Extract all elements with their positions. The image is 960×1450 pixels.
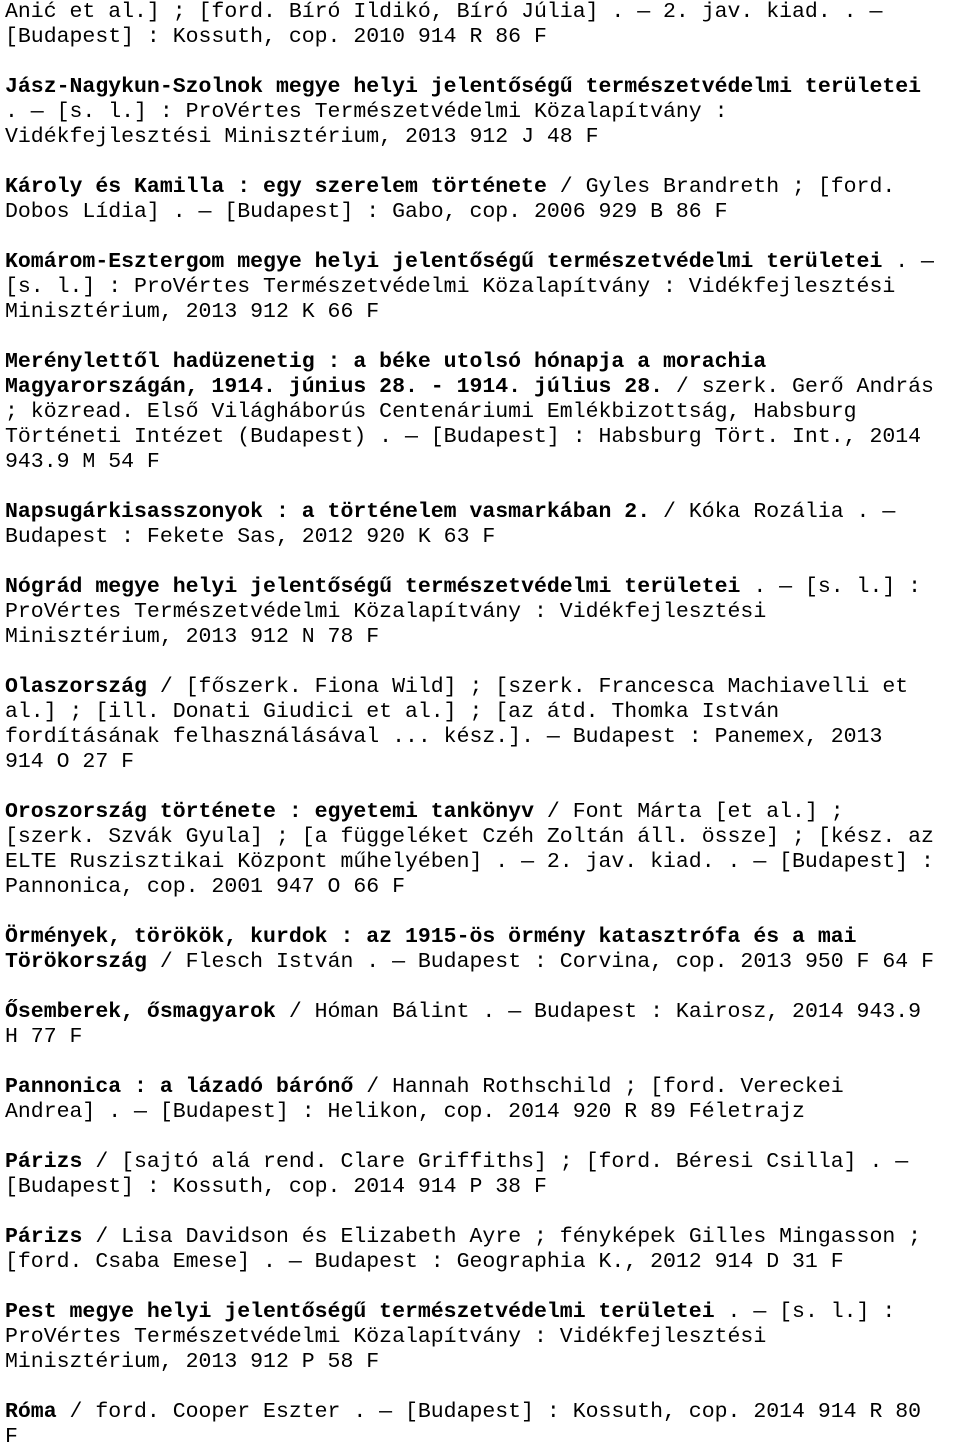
entry-details: / Flesch István . — Budapest : Corvina, cop. 2013 950 F 64 F xyxy=(146,950,934,974)
entry-line xyxy=(5,375,960,400)
entry-details: [ford. Csaba Emese] . — Budapest : Geographia K., 2012 914 D 31 F xyxy=(5,1250,844,1274)
entry-separator xyxy=(5,1375,960,1400)
entry-details: / szerk. Gerő András xyxy=(663,375,934,399)
entry-line xyxy=(5,1250,960,1275)
entry-line xyxy=(5,1175,960,1200)
entry-line xyxy=(5,575,960,600)
entry-line xyxy=(5,925,960,950)
entry-title: Magyarországán, 1914. június 28. - 1914. július 28. xyxy=(5,375,664,399)
entry-roma xyxy=(5,1400,960,1450)
entry-details: / Gyles Brandreth ; [ford. xyxy=(546,175,896,199)
entry-line xyxy=(5,1325,960,1350)
entry-title: Oroszország története : egyetemi tankönyv xyxy=(5,800,534,824)
entry-separator xyxy=(5,225,960,250)
entry-line xyxy=(5,0,960,25)
entry-separator xyxy=(5,1275,960,1300)
entry-pannonica xyxy=(5,1075,960,1125)
entry-title: Örmények, törökök, kurdok : az 1915-ös örmény katasztrófa és a mai xyxy=(5,925,857,949)
entry-title: Törökország xyxy=(5,950,147,974)
entry-details: . — [s. l.] : xyxy=(714,1300,896,1324)
entry-line xyxy=(5,1425,960,1450)
entry-details: . — xyxy=(882,250,934,274)
entry-details: / Font Márta [et al.] ; xyxy=(534,800,844,824)
entry-separator xyxy=(5,1050,960,1075)
entry-napsugarkisasszonyok xyxy=(5,500,960,550)
entry-separator xyxy=(5,550,960,575)
entry-details: Minisztérium, 2013 912 N 78 F xyxy=(5,625,380,649)
entry-separator xyxy=(5,475,960,500)
entry-details: . — [s. l.] : xyxy=(740,575,922,599)
entry-parizs-griffiths xyxy=(5,1150,960,1200)
entry-separator xyxy=(5,975,960,1000)
entry-separator xyxy=(5,50,960,75)
entry-details: . — [s. l.] : ProVértes Természetvédelmi Közalapítvány : xyxy=(5,100,728,124)
entry-details: F xyxy=(5,1425,18,1449)
entry-details: [Budapest] : Kossuth, cop. 2014 914 P 38 F xyxy=(5,1175,547,1199)
entry-pest-megye xyxy=(5,1300,960,1375)
entry-details: / [főszerk. Fiona Wild] ; [szerk. Francesca Machiavelli et xyxy=(146,675,909,699)
entry-line xyxy=(5,725,960,750)
entry-details: fordításának felhasználásával ... kész.]. — Budapest : Panemex, 2013 xyxy=(5,725,883,749)
entry-details: / Lisa Davidson és Elizabeth Ayre ; fényképek Gilles Mingasson ; xyxy=(82,1225,922,1249)
entry-details: Minisztérium, 2013 912 K 66 F xyxy=(5,300,380,324)
entry-anic-continuation xyxy=(5,0,960,50)
entry-details: Történeti Intézet (Budapest) . — [Budapest] : Habsburg Tört. Int., 2014 xyxy=(5,425,922,449)
entry-line xyxy=(5,350,960,375)
entry-line xyxy=(5,1300,960,1325)
entry-line xyxy=(5,100,960,125)
entry-separator xyxy=(5,325,960,350)
entry-title: Merénylettől hadüzenetig : a béke utolsó hónapja a morachia xyxy=(5,350,767,374)
entry-line xyxy=(5,75,960,100)
entry-line xyxy=(5,700,960,725)
entry-parizs-davidson xyxy=(5,1225,960,1275)
entry-line xyxy=(5,875,960,900)
entry-line xyxy=(5,400,960,425)
entry-details: / Kóka Rozália . — xyxy=(650,500,896,524)
entry-separator xyxy=(5,1200,960,1225)
entry-separator xyxy=(5,900,960,925)
entry-details: Anić et al.] ; [ford. Bíró Ildikó, Bíró Júlia] . — 2. jav. kiad. . — xyxy=(5,0,883,24)
entry-details: Vidékfejlesztési Minisztérium, 2013 912 J 48 F xyxy=(5,125,599,149)
entry-title: Ősemberek, ősmagyarok xyxy=(5,1000,276,1024)
entry-line xyxy=(5,1225,960,1250)
entry-jasz-nagykun xyxy=(5,75,960,150)
entry-line xyxy=(5,600,960,625)
entry-separator xyxy=(5,650,960,675)
entry-merenylettol xyxy=(5,350,960,475)
entry-details: H 77 F xyxy=(5,1025,83,1049)
entry-oroszorszag xyxy=(5,800,960,900)
entry-title: Párizs xyxy=(5,1150,83,1174)
entry-osemberek xyxy=(5,1000,960,1050)
entry-line xyxy=(5,200,960,225)
entry-line xyxy=(5,1150,960,1175)
entry-details: 914 O 27 F xyxy=(5,750,135,774)
entry-details: Minisztérium, 2013 912 P 58 F xyxy=(5,1350,380,1374)
entry-line xyxy=(5,175,960,200)
entry-details: / [sajtó alá rend. Clare Griffiths] ; [ford. Béresi Csilla] . — xyxy=(82,1150,909,1174)
entry-separator xyxy=(5,1125,960,1150)
entry-line xyxy=(5,625,960,650)
entry-line xyxy=(5,675,960,700)
entry-karoly-es-kamilla xyxy=(5,175,960,225)
entry-line xyxy=(5,125,960,150)
entry-line xyxy=(5,1400,960,1425)
entry-line xyxy=(5,25,960,50)
entry-details: ProVértes Természetvédelmi Közalapítvány : Vidékfejlesztési xyxy=(5,600,767,624)
entry-line xyxy=(5,275,960,300)
catalog-document xyxy=(5,0,960,1450)
entry-details: ELTE Ruszisztikai Központ műhelyében] . — 2. jav. kiad. . — [Budapest] : xyxy=(5,850,934,874)
entry-line xyxy=(5,1075,960,1100)
entry-line xyxy=(5,450,960,475)
entry-ormenyek xyxy=(5,925,960,975)
entry-details: / Hóman Bálint . — Budapest : Kairosz, 2014 943.9 xyxy=(275,1000,922,1024)
entry-title: Jász-Nagykun-Szolnok megye helyi jelentőségű természetvédelmi területei xyxy=(5,75,922,99)
entry-line xyxy=(5,1000,960,1025)
entry-line xyxy=(5,1025,960,1050)
entry-line xyxy=(5,825,960,850)
entry-details: 943.9 M 54 F xyxy=(5,450,160,474)
entry-details: Pannonica, cop. 2001 947 O 66 F xyxy=(5,875,405,899)
entry-line xyxy=(5,1350,960,1375)
entry-line xyxy=(5,1100,960,1125)
entry-details: / ford. Cooper Eszter . — [Budapest] : Kossuth, cop. 2014 914 R 80 xyxy=(56,1400,922,1424)
entry-details: Dobos Lídia] . — [Budapest] : Gabo, cop. 2006 929 B 86 F xyxy=(5,200,728,224)
entry-separator xyxy=(5,150,960,175)
entry-title: Olaszország xyxy=(5,675,147,699)
entry-title: Párizs xyxy=(5,1225,83,1249)
entry-title: Pannonica : a lázadó bárónő xyxy=(5,1075,354,1099)
entry-line xyxy=(5,500,960,525)
entry-line xyxy=(5,250,960,275)
entry-details: Budapest : Fekete Sas, 2012 920 K 63 F xyxy=(5,525,496,549)
entry-details: [s. l.] : ProVértes Természetvédelmi Közalapítvány : Vidékfejlesztési xyxy=(5,275,896,299)
entry-line xyxy=(5,800,960,825)
entry-olaszorszag xyxy=(5,675,960,775)
entry-details: [Budapest] : Kossuth, cop. 2010 914 R 86 F xyxy=(5,25,547,49)
entry-title: Nógrád megye helyi jelentőségű természetvédelmi területei xyxy=(5,575,741,599)
entry-details: ; közread. Első Világháborús Centenáriumi Emlékbizottság, Habsburg xyxy=(5,400,857,424)
entry-line xyxy=(5,300,960,325)
entry-details: Andrea] . — [Budapest] : Helikon, cop. 2014 920 R 89 Féletrajz xyxy=(5,1100,805,1124)
entry-komarom-esztergom xyxy=(5,250,960,325)
entry-line xyxy=(5,850,960,875)
entry-line xyxy=(5,950,960,975)
entry-line xyxy=(5,525,960,550)
entry-line xyxy=(5,750,960,775)
entry-line xyxy=(5,425,960,450)
entry-title: Károly és Kamilla : egy szerelem története xyxy=(5,175,547,199)
entry-title: Napsugárkisasszonyok : a történelem vasmarkában 2. xyxy=(5,500,651,524)
entry-details: ProVértes Természetvédelmi Közalapítvány : Vidékfejlesztési xyxy=(5,1325,767,1349)
entry-title: Pest megye helyi jelentőségű természetvédelmi területei xyxy=(5,1300,715,1324)
entry-nograd xyxy=(5,575,960,650)
entry-title: Komárom-Esztergom megye helyi jelentőségű természetvédelmi területei xyxy=(5,250,883,274)
entry-details: al.] ; [ill. Donati Giudici et al.] ; [az átd. Thomka István xyxy=(5,700,780,724)
entry-details: [szerk. Szvák Gyula] ; [a függeléket Czéh Zoltán áll. össze] ; [kész. az xyxy=(5,825,934,849)
entry-title: Róma xyxy=(5,1400,57,1424)
entry-separator xyxy=(5,775,960,800)
entry-details: / Hannah Rothschild ; [ford. Vereckei xyxy=(353,1075,844,1099)
